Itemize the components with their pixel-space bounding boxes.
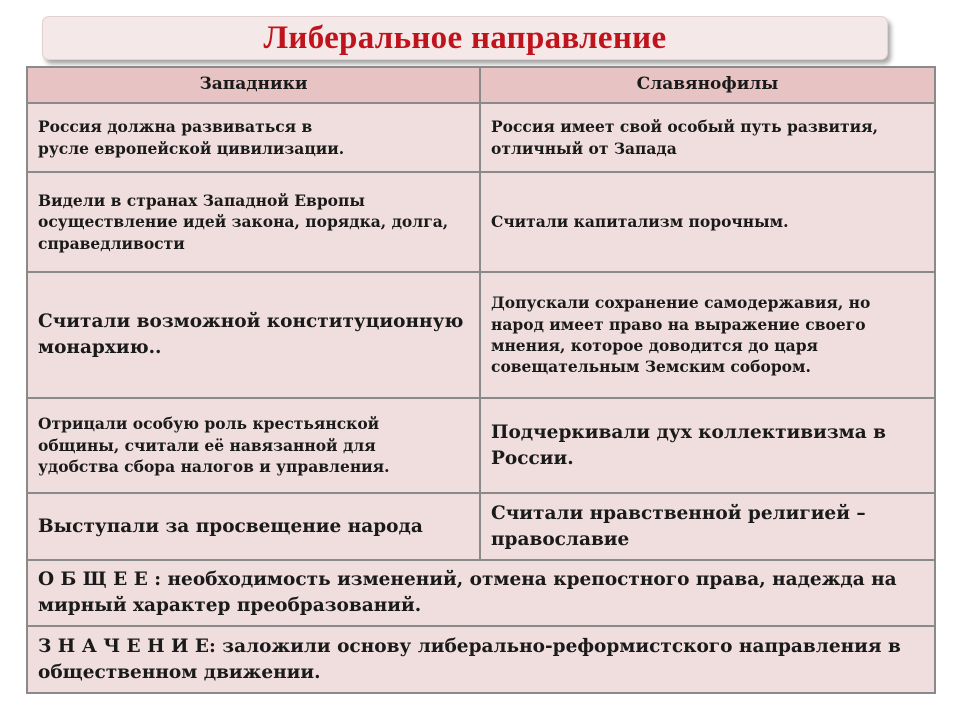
slavophiles-cell bbox=[480, 272, 935, 398]
common-cell bbox=[27, 560, 935, 626]
column-header-slavophiles: Славянофилы bbox=[480, 67, 935, 103]
slavophiles-cell bbox=[480, 103, 935, 172]
westernizers-cell bbox=[27, 272, 480, 398]
table-row bbox=[27, 398, 935, 493]
cell-text: Россия должна развиваться в русле европейской цивилизации. bbox=[38, 117, 345, 158]
significance-text: заложили основу либерально-реформистского направления в общественном движении. bbox=[38, 635, 901, 683]
table-header-row bbox=[27, 67, 935, 103]
table-row bbox=[27, 272, 935, 398]
significance-label: З Н А Ч Е Н И Е: bbox=[38, 635, 216, 657]
title-banner bbox=[42, 16, 888, 60]
cell-text: Считали капитализм порочным. bbox=[491, 212, 789, 232]
page-title: Либеральное направление bbox=[263, 19, 667, 56]
column-header-westernizers: Западники bbox=[27, 67, 480, 103]
slavophiles-cell bbox=[480, 398, 935, 493]
significance-row bbox=[27, 626, 935, 693]
cell-text: Подчеркивали дух коллективизма в России. bbox=[491, 421, 886, 469]
table-row bbox=[27, 493, 935, 560]
common-label: О Б Щ Е Е : bbox=[38, 569, 162, 591]
cell-text: Выступали за просвещение народа bbox=[38, 515, 423, 537]
westernizers-cell bbox=[27, 172, 480, 272]
cell-text: Видели в странах Западной Европы осуществление идей закона, порядка, долга, справедливости bbox=[38, 190, 449, 253]
cell-text: Считали возможной конституционную монархию.. bbox=[38, 311, 464, 358]
cell-text: Считали нравственной религией – православие bbox=[491, 502, 866, 550]
table-row bbox=[27, 172, 935, 272]
westernizers-cell bbox=[27, 398, 480, 493]
slavophiles-cell bbox=[480, 172, 935, 272]
cell-text: Россия имеет свой особый путь развития, отличный от Запада bbox=[491, 117, 878, 158]
common-row bbox=[27, 560, 935, 626]
comparison-table bbox=[26, 66, 936, 694]
table-row bbox=[27, 103, 935, 172]
significance-cell bbox=[27, 626, 935, 693]
westernizers-cell bbox=[27, 103, 480, 172]
slavophiles-cell bbox=[480, 493, 935, 560]
westernizers-cell bbox=[27, 493, 480, 560]
cell-text: Отрицали особую роль крестьянской общины, считали её навязанной для удобства сбора налогов и управления. bbox=[38, 414, 390, 477]
cell-text: Допускали сохранение самодержавия, но народ имеет право на выражение своего мнения, которое доводится до царя совещательным Земским собором. bbox=[491, 293, 871, 377]
common-text: необходимость изменений, отмена крепостного права, надежда на мирный характер преобразований. bbox=[38, 569, 897, 616]
